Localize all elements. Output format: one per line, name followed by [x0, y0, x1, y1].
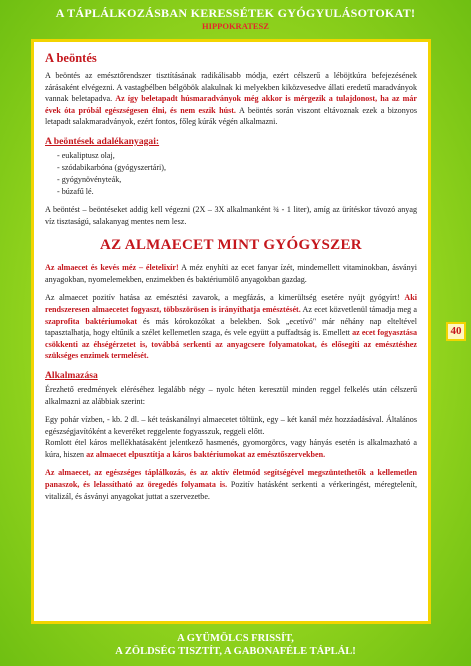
usage-paragraph-2: Egy pohár vízben, - kb. 2 dl. – két teáskanálnyi almaecetet töltünk, egy – két kanál méz hozzáadásával. Általános egészségjavítóként a keveréket reggelente fogyasszuk, reggeli előtt.: [45, 415, 417, 436]
highlight-text: Aki rendszeresen almaecetet fogyaszt, többszörösen is irányíthatja emésztését.: [45, 293, 417, 314]
text-run: A beöntés során viszont eltávoznak ezek a bizonyos letapadt salakmaradványok, ezért fontos, főleg kúrák végén alkalmazni.: [45, 105, 417, 127]
highlight-text: az ecet fogyasztása csökkenti az éhségérzetet is, továbbá serkenti az anyagcsere folyamatokat, és elősegíti az emésztéshez szükséges enzimek termelését.: [45, 328, 417, 361]
usage-paragraph-3: [45, 437, 417, 460]
beontes-paragraph-1: [45, 70, 417, 128]
highlight-text: Az így beletapadt húsmaradványok még akkor is mérgezik a tulajdonost, ha az már évek óta próbál egészségesen élni, és nem eszik húst.: [45, 94, 417, 115]
highlight-text: szaprofita baktériumokat: [45, 316, 138, 326]
top-banner: [0, 6, 471, 31]
text-run: Az ecet közvetlenül támadja meg a: [300, 304, 417, 314]
text-run: és más kórokozókat a belekben. Sok „ecetívó" már néhány nap elteltével tapasztalhatja, hogy eltűnik a szélet kellemetlen szaga, és vele együtt a puffadtság is. Emellett: [45, 316, 417, 338]
ingredients-list: [45, 150, 417, 198]
highlight-text: az almaecet elpusztítja a káros baktériumokat az emésztőszervekben.: [86, 449, 326, 459]
content-card: [31, 39, 431, 624]
text-run: A beöntés az emésztőrendszer tisztításának radikálisabb módja, ezért célszerű a léböjtkúra befejezésének zárásaként elvégezni. A vastagbélben bélgöbök alakulnak ki melyekben kiközvesedve állati eredetű maradványok vannak beletapadva.: [45, 71, 417, 104]
almaecet-paragraph-1: [45, 262, 417, 285]
text-run: Pozitív hatásként serkenti a vérkeringést, méregtelenít, vitalizál, és ásványi anyagokat juttat a szervezetbe.: [45, 480, 417, 501]
highlight-text: Az almaecet és kevés méz – életelixír!: [45, 263, 179, 273]
quote-author: HIPPOKRATESZ: [202, 21, 269, 31]
almaecet-paragraph-2: [45, 292, 417, 362]
text-run: Az almaecet pozitív hatása az emésztési zavarok, a megfázás, a kimerültség esetére nyújt gyógyírt!: [45, 293, 405, 303]
page-number: 40: [446, 322, 466, 341]
usage-title: Alkalmazása: [45, 369, 98, 381]
page-title: A TÁPLÁLKOZÁSBAN KERESSÉTEK GYÓGYULÁSOTOKAT!: [55, 6, 416, 20]
list-item: - szódabikarbóna (gyógyszertári),: [57, 162, 166, 172]
section-title-beontes: A beöntés: [45, 51, 97, 65]
footer-line-2: A ZÖLDSÉG TISZTÍT, A GABONAFÉLE TÁPLÁL!: [115, 645, 356, 657]
almaecet-paragraph-final: [45, 467, 417, 502]
list-item: - búzafű lé.: [57, 186, 94, 196]
section-title-almaecet: AZ ALMAECET MINT GYÓGYSZER: [100, 237, 362, 254]
list-item: - gyógynövényteák,: [57, 174, 122, 184]
bottom-banner: [0, 633, 471, 658]
footer-line-1: A GYÜMÖLCS FRISSÍT,: [177, 633, 294, 644]
ingredients-title: A beöntések adalékanyagai:: [45, 135, 160, 147]
usage-paragraph-1: Érezhető eredmények eléréséhez legalább négy – nyolc héten keresztül minden reggel felkelés után célszerű alkalmazni az alábbiak szerint:: [45, 384, 417, 406]
beontes-paragraph-2: A beöntést – beöntéseket addig kell végezni (2X – 3X alkalmanként ¾ - 1 liter), amíg az ürítéskor távozó anyag víz tisztaságú, salakanyag mentes nem lesz.: [45, 204, 417, 226]
text-run: A méz enyhíti az ecet fanyar ízét, mindemellett vitaminokban, ásványi anyagokban, nyomelemekben, enzimekben és baktériumölő anyagokban gazdag.: [45, 263, 417, 284]
highlight-text: Az almaecet, az egészséges táplálkozás, és az aktív életmód segítségével megszüntethetők a kellemetlen panaszok, és lelassítható az öregedés folyamata is.: [45, 468, 417, 490]
list-item: - eukaliptusz olaj,: [57, 150, 115, 160]
text-run: Romlott étel káros mellékhatásaként jelentkező hasmenés, gyomorgörcs, vagy hányás esetén is alkalmazható a kúra, hiszen: [45, 438, 417, 459]
